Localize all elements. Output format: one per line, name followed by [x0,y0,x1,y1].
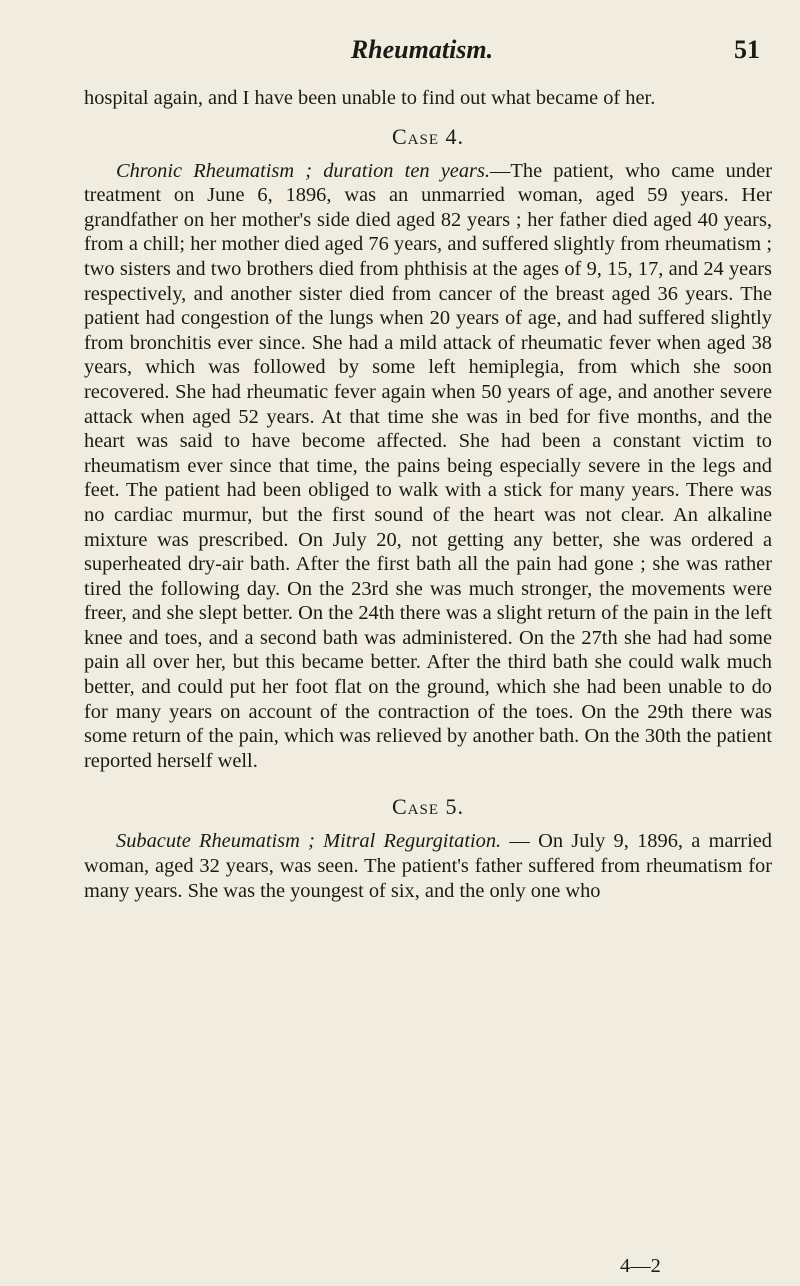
signature-mark: 4—2 [620,1255,661,1277]
running-head [84,32,760,68]
running-title: Rheumatism. [350,35,494,64]
case-5-body: — On July 9, 1896, a married woman, aged 32 years, was seen. The patient's father suffered from rheumatism for many years. She was the youngest of six, and the only one who [84,830,772,902]
body-text [84,86,772,903]
opening-paragraph: hospital again, and I have been unable to find out what became of her. [84,87,656,109]
case-4-title: Chronic Rheumatism ; duration ten years. [116,159,491,182]
case-5-heading: Case 5. [391,794,464,820]
case-4-paragraph [84,159,772,774]
case-4-heading: Case 4. [391,123,464,149]
case-5-paragraph [84,829,772,903]
case-5-title: Subacute Rheumatism ; Mitral Regurgitation. [116,830,502,853]
case-4-body: —The patient, who came under treatment on June 6, 1896, was an unmarried woman, aged 59 years. Her grandfather on her mother's side died aged 82 years ; her father died aged 40 years, from a chill; her mother died aged 76 years, and suffered slightly from rheumatism ; two sisters and two brothers died from phthisis at the ages of 9, 15, 17, and 24 years respectively, and another sister died from cancer of the breast aged 36 years. The patient had congestion of the lungs when 20 years of age, and had suffered slightly from bronchitis ever since. She had a mild attack of rheumatic fever when aged 38 years, which was followed by some left hemiplegia, from which she soon recovered. She had rheumatic fever again when 50 years of age, and another severe attack when aged 52 years. At that time she was in bed for five months, and the heart was said to have become affected. She had been a constant victim to rheumatism ever since that time, the pains being especially severe in the legs and feet. The patient had been obliged to walk with a stick for many years. There was no cardiac murmur, but the first sound of the heart was not clear. An alkaline mixture was prescribed. On July 20, not getting any better, she was ordered a superheated dry-air bath. After the first bath all the pain had gone ; she was rather tired the following day. On the 23rd she was much stronger, the movements were freer, and she slept better. On the 24th there was a slight return of the pain in the left knee and toes, and a second bath was administered. On the 27th she had had some pain all over her, but this became better. After the third bath she could walk much better, and could put her foot flat on the ground, which she had been unable to do for many years on account of the contraction of the toes. On the 29th there was some return of the pain, which was relieved by another bath. On the 30th the patient reported herself well. [84,159,772,772]
page-number: 51 [734,35,760,64]
